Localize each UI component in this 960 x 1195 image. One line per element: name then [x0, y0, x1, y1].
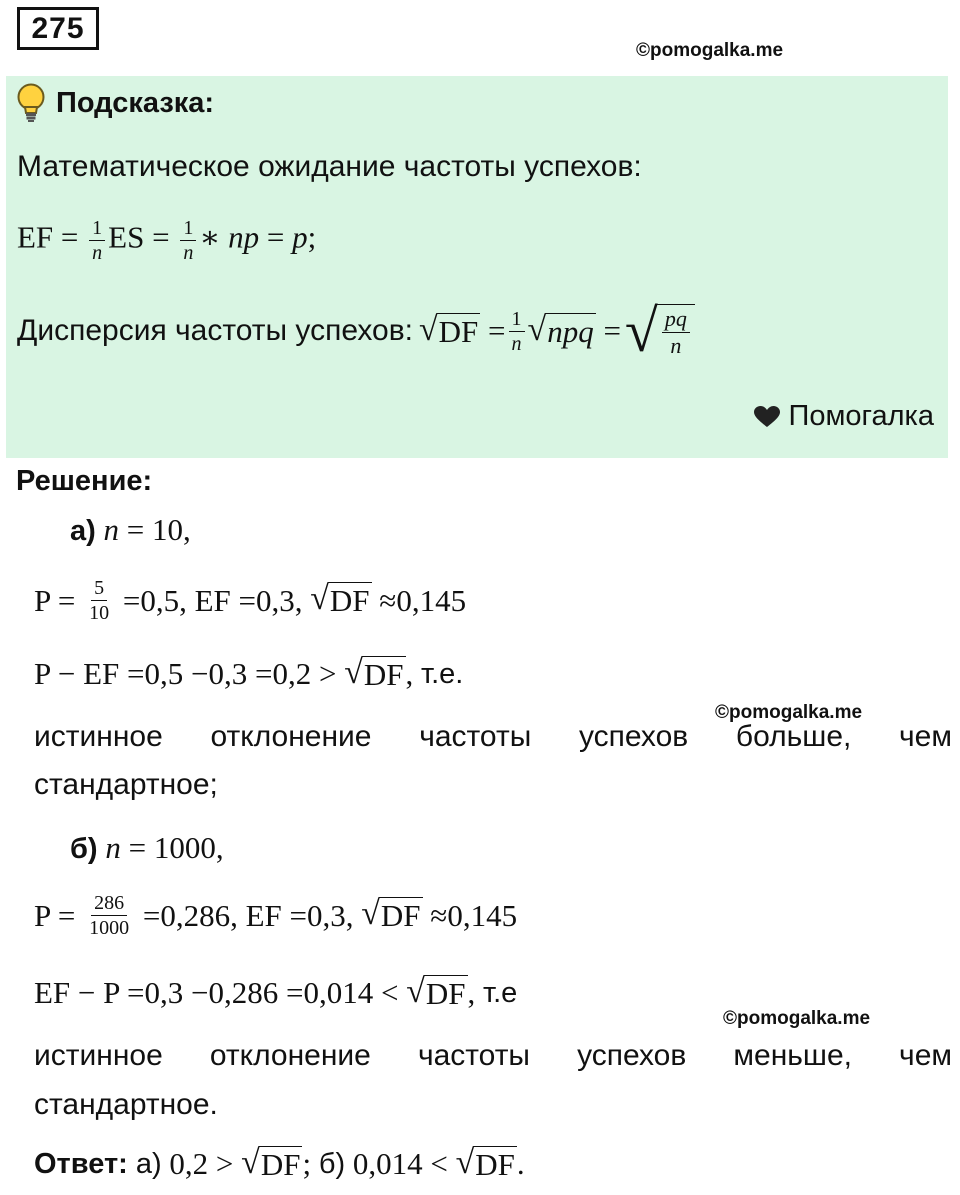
part-a-line2: P − EF = 0,5 − 0,3 = 0,2 > √ DF , т.е.: [34, 654, 464, 692]
p-b-value: 0,286: [160, 897, 231, 933]
conclusion-a-line1: истинное отклонение частоты успехов больше, чем: [34, 720, 952, 753]
answer-a-value: 0,2: [169, 1146, 209, 1182]
te-b: т.е: [483, 976, 518, 1009]
frac-b-num: 286: [91, 893, 127, 916]
problem-number: 275: [17, 7, 99, 50]
answer-label: Ответ:: [34, 1147, 128, 1180]
part-b-line1: P = $\frac{286}{1000}$ = 0,286 , EF = 0,3 , √ DF ≈ 0,145: [34, 892, 518, 939]
watermark-3: ©pomogalka.me: [723, 1008, 871, 1029]
te-a: т.е.: [421, 657, 464, 690]
part-a-line1: P = $\frac{5}{10}$ = 0,5 , EF = 0,3 , √ DF ≈ 0,145: [34, 577, 467, 624]
answer-line: Ответ: а) 0,2 > √ DF ; б) 0,014 < √ DF .: [34, 1144, 525, 1182]
conclusion-b-line1: истинное отклонение частоты успехов меньше, чем: [34, 1039, 952, 1072]
part-a-label: а): [70, 515, 96, 547]
part-b-line2: EF − P = 0,3 − 0,286 = 0,014 < √ DF , т.е: [34, 973, 518, 1011]
diff-a-value: 0,2: [272, 656, 312, 692]
brand-name: Помогалка: [788, 400, 934, 432]
formula-expectation: EF = $\frac{1}{n}$ ES = $\frac{1}{n}$ ∗ np = p;: [17, 217, 317, 264]
conclusion-a-line2: стандартное;: [34, 768, 218, 801]
answer-part-b: б): [318, 1147, 346, 1180]
lightbulb-icon: [16, 83, 46, 123]
dispersion-label: Дисперсия частоты успехов:: [17, 314, 413, 347]
p-b-value-2: 0,286: [208, 975, 279, 1011]
diff-b-value: 0,014: [303, 975, 374, 1011]
solution-title: Решение:: [16, 465, 153, 497]
n-a-value: 10: [152, 512, 184, 547]
ef-b-value: 0,3: [306, 897, 346, 933]
frac-a-num: 5: [91, 578, 107, 601]
part-a-header: а) n = 10,: [70, 512, 191, 547]
heart-icon: [753, 405, 781, 429]
formula-dispersion: Дисперсия частоты успехов: √ DF = $\frac{1}{n}$ √ npq = √ $\frac{pq}{n}$: [17, 304, 695, 358]
sqrt-df-b-value: 0,145: [447, 897, 518, 933]
sqrt-df-a-value: 0,145: [396, 582, 467, 618]
hint-line-expectation: Математическое ожидание частоты успехов:: [17, 150, 642, 183]
hint-title: [16, 83, 214, 123]
watermark-2: ©pomogalka.me: [715, 702, 863, 723]
answer-b-value: 0,014: [352, 1146, 423, 1182]
p-a-value-2: 0,5: [144, 656, 184, 692]
ef-a-value-2: 0,3: [208, 656, 248, 692]
ef-b-value-2: 0,3: [144, 975, 184, 1011]
brand-footer: [753, 400, 934, 433]
frac-b-den: 1000: [89, 917, 130, 939]
frac-a-den: 10: [89, 602, 110, 624]
part-b-header: б) n = 1000,: [70, 830, 224, 865]
n-b-value: 1000: [153, 830, 216, 865]
ef-a-value: 0,3: [255, 582, 295, 618]
part-b-label: б): [70, 833, 98, 865]
watermark: ©pomogalka.me: [636, 40, 784, 61]
conclusion-b-line2: стандартное.: [34, 1088, 218, 1121]
answer-part-a: а): [135, 1147, 162, 1180]
p-a-value: 0,5: [140, 582, 180, 618]
hint-title-text: Подсказка:: [56, 86, 215, 119]
